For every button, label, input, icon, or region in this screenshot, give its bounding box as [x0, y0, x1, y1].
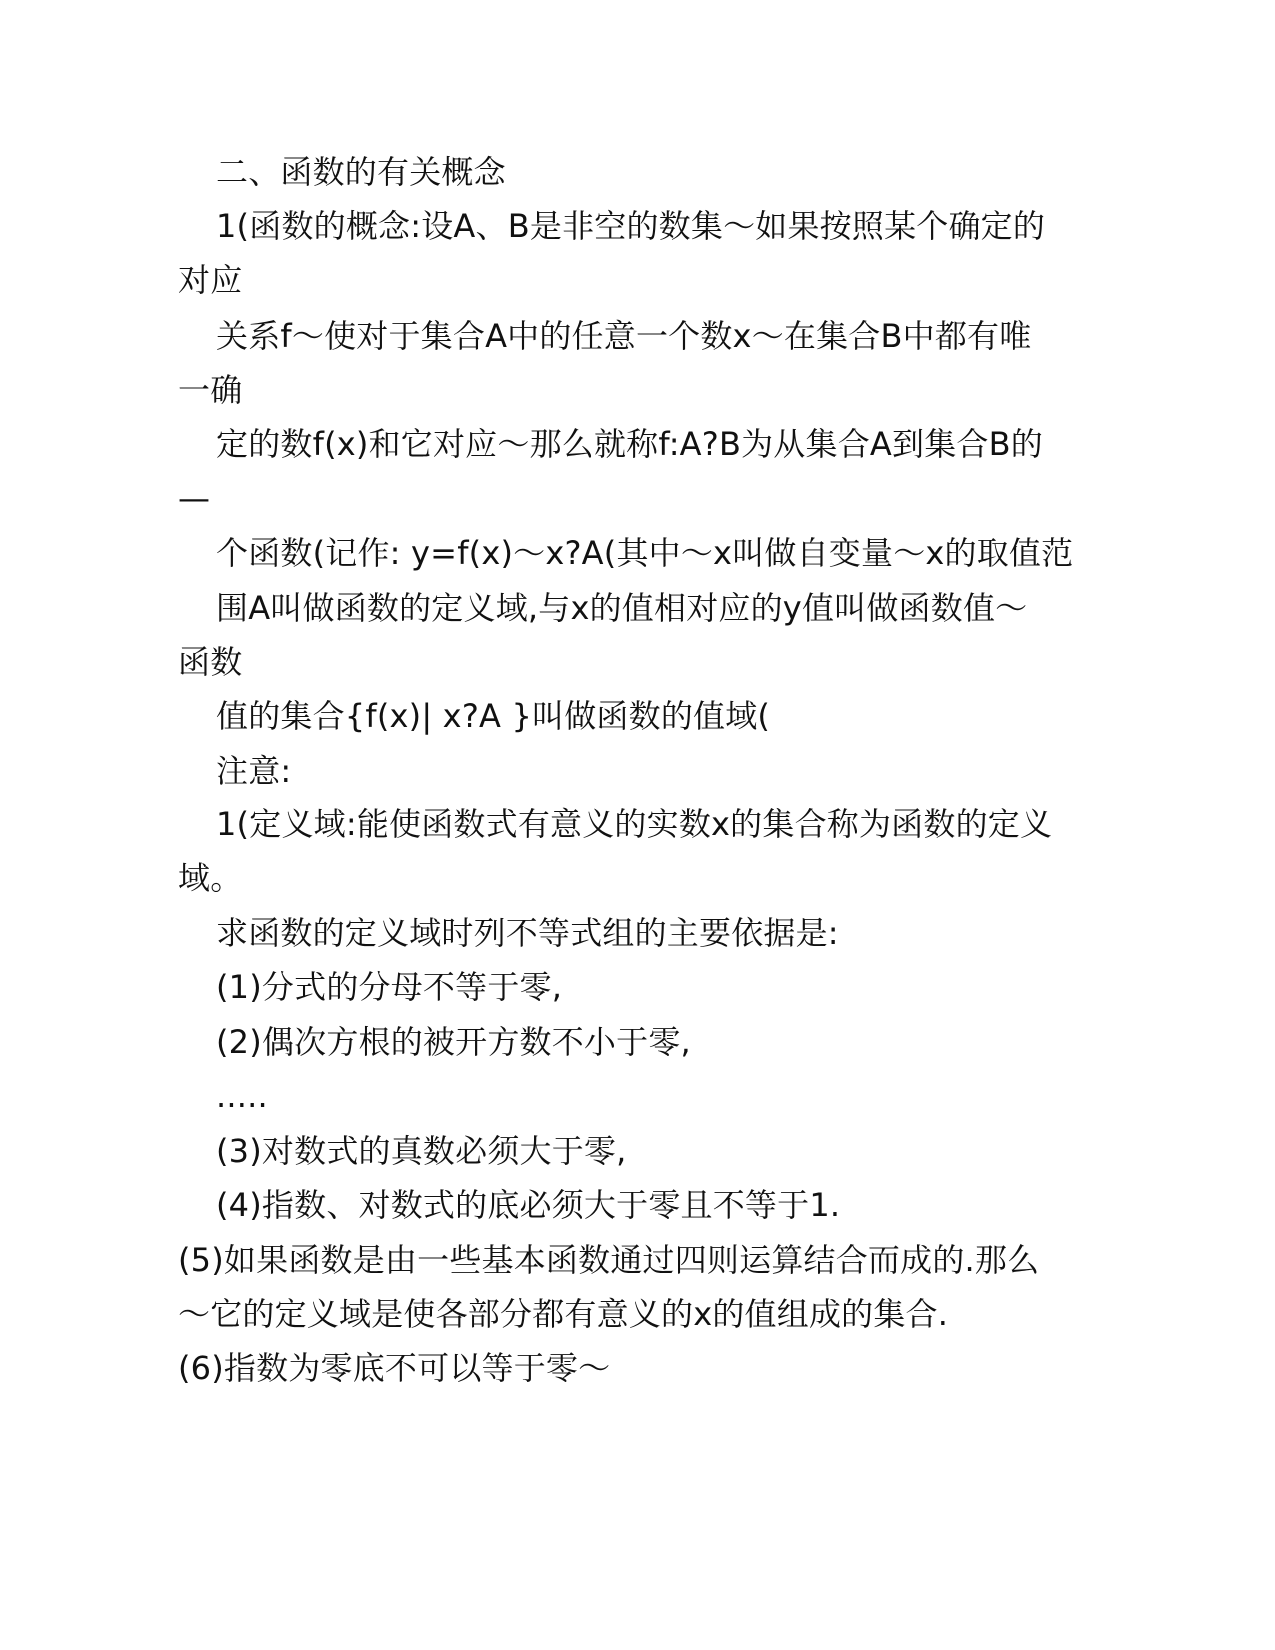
- list-item: (2)偶次方根的被开方数不小于零,: [216, 1023, 691, 1061]
- list-item: (1)分式的分母不等于零,: [216, 968, 563, 1006]
- text-line: 围A叫做函数的定义域,与x的值相对应的y值叫做函数值～: [216, 589, 1028, 627]
- text-line: 个函数(记作: y=f(x)～x?A(其中～x叫做自变量～x的取值范: [216, 534, 1074, 572]
- text-line: —: [178, 479, 211, 517]
- text-line: 函数: [178, 643, 243, 681]
- text-line: 对应: [178, 261, 243, 299]
- list-item: (3)对数式的真数必须大于零,: [216, 1132, 627, 1170]
- text-line: 注意:: [216, 752, 292, 790]
- text-line: 关系f～使对于集合A中的任意一个数x～在集合B中都有唯: [216, 317, 1032, 355]
- text-line: 一确: [178, 371, 243, 409]
- text-line: 1(定义域:能使函数式有意义的实数x的集合称为函数的定义: [216, 805, 1053, 843]
- text-line: 定的数f(x)和它对应～那么就称f:A?B为从集合A到集合B的: [216, 425, 1043, 463]
- text-line: 1(函数的概念:设A、B是非空的数集～如果按照某个确定的: [216, 207, 1046, 245]
- text-line: 值的集合{f(x)| x?A }叫做函数的值域(: [216, 697, 771, 735]
- text-line: 域。: [178, 859, 243, 897]
- text-line: ～它的定义域是使各部分都有意义的x的值组成的集合.: [178, 1295, 949, 1333]
- text-line: 求函数的定义域时列不等式组的主要依据是:: [216, 914, 839, 952]
- list-item: (6)指数为零底不可以等于零～: [178, 1349, 611, 1387]
- list-item: (5)如果函数是由一些基本函数通过四则运算结合而成的.那么: [178, 1241, 1040, 1279]
- list-item: (4)指数、对数式的底必须大于零且不等于1.: [216, 1186, 841, 1224]
- ellipsis-line: .....: [216, 1077, 268, 1115]
- section-heading: 二、函数的有关概念: [216, 153, 506, 191]
